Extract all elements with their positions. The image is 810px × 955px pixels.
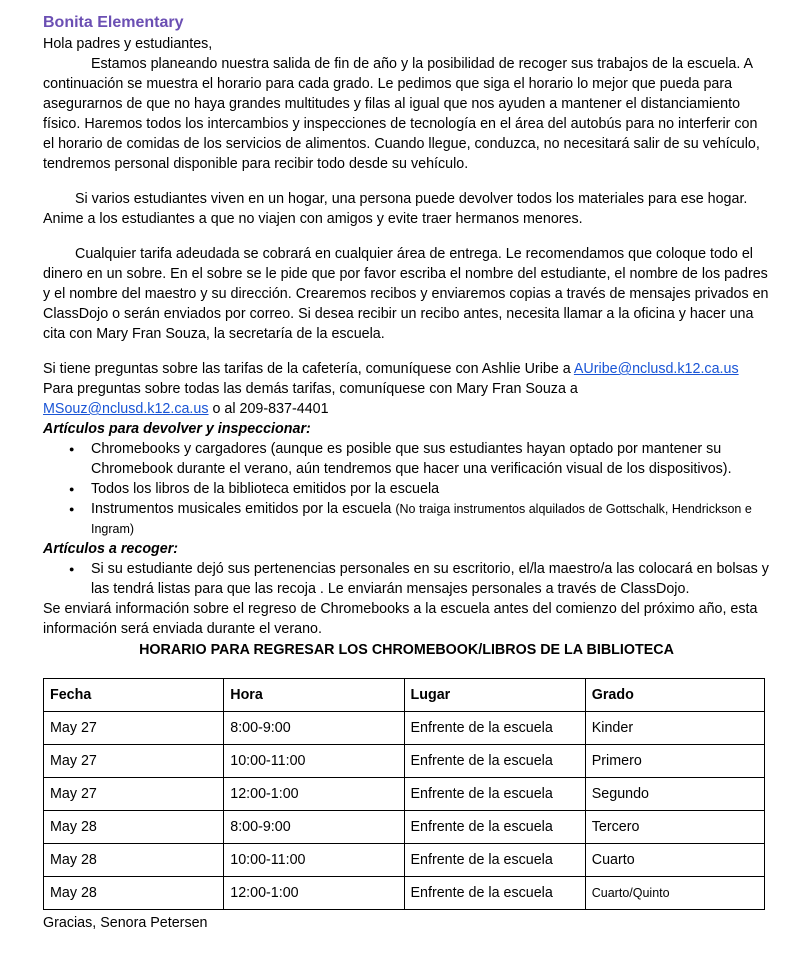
list-item: ● Chromebooks y cargadores (aunque es posible que sus estudiantes hayan optado por mantener su Chromebook durante el verano, aún tendremos que hacer una verificación visual de los dispositivos). <box>91 439 770 479</box>
header-grado: Grado <box>585 679 764 712</box>
cafeteria-email-link[interactable]: AUribe@nclusd.k12.ca.us <box>573 361 739 377</box>
paragraph-household: Si varios estudiantes viven en un hogar, una persona puede devolver todos los materiales para ese hogar. Anime a los estudiantes a que no viajen con amigos y evite traer hermanos menores. <box>43 191 748 227</box>
paragraph-intro: Estamos planeando nuestra salida de fin de año y la posibilidad de recoger sus trabajos de la escuela. A continuación se muestra el horario para cada grado. Le pedimos que siga el horario lo mejor que pueda para asegurarnos de que no haya grandes multitudes y filas al igual que nos ayuden a mantener el distanciamiento físico. Haremos todos los intercambios y inspecciones de tecnología en el área del autobús para no interferir con el horario de comidas de los servicios de alimentos. Cuando llegue, conduzca, no necesitará salir de su vehículo, tendremos personal disponible para recibir todo desde su vehículo. <box>43 56 760 172</box>
phone-text: o al 209-837-4401 <box>208 401 329 417</box>
cell-grado: Primero <box>585 745 764 778</box>
cell-grado: Tercero <box>585 811 764 844</box>
cell-fecha: May 27 <box>44 745 224 778</box>
cell-fecha: May 27 <box>44 778 224 811</box>
other-email-link[interactable]: MSouz@nclusd.k12.ca.us <box>43 401 209 417</box>
other-contact-text: Para preguntas sobre todas las demás tarifas, comuníquese con Mary Fran Souza a <box>43 381 578 397</box>
cafeteria-contact <box>43 359 770 379</box>
cell-hora: 12:00-1:00 <box>224 877 404 910</box>
cell-hora: 8:00-9:00 <box>224 811 404 844</box>
cafeteria-contact-text: Si tiene preguntas sobre las tarifas de la cafetería, comuníquese con Ashlie Uribe a <box>43 361 574 377</box>
header-hora: Hora <box>224 679 404 712</box>
greeting: Hola padres y estudiantes, <box>43 36 213 52</box>
school-name: Bonita Elementary <box>43 14 184 31</box>
cell-hora: 12:00-1:00 <box>224 778 404 811</box>
list-item: ● Todos los libros de la biblioteca emitidos por la escuela <box>91 479 770 499</box>
cell-lugar: Enfrente de la escuela <box>404 811 585 844</box>
schedule-table <box>43 678 765 910</box>
cell-grado: Kinder <box>585 712 764 745</box>
cell-hora: 10:00-11:00 <box>224 844 404 877</box>
return-list <box>43 439 770 539</box>
pickup-heading: Artículos a recoger: <box>43 541 179 557</box>
cell-grado: Segundo <box>585 778 764 811</box>
cell-fecha: May 28 <box>44 844 224 877</box>
other-contact <box>43 379 770 399</box>
schedule-title: HORARIO PARA REGRESAR LOS CHROMEBOOK/LIBROS DE LA BIBLIOTECA <box>139 642 674 658</box>
signature: Gracias, Senora Petersen <box>43 915 208 931</box>
pickup-list <box>43 559 770 599</box>
header-lugar: Lugar <box>404 679 585 712</box>
table-row <box>44 778 765 811</box>
instrument-note: (No traiga instrumentos alquilados de Gottschalk, Hendrickson e Ingram) <box>91 502 752 536</box>
paragraph-fees: Cualquier tarifa adeudada se cobrará en cualquier área de entrega. Le recomendamos que coloque todo el dinero en un sobre. En el sobre se le pide que por favor escriba el nombre del estudiante, el nombre de los padres y el nombre del maestro y su dirección. Crearemos recibos y enviaremos copias a través de mensajes privados en ClassDojo o serán enviados por correo. Si desea recibir un recibo antes, necesita llamar a la oficina y hacer una cita con Mary Fran Souza, la secretaría de la escuela. <box>43 246 769 342</box>
cell-fecha: May 28 <box>44 877 224 910</box>
cell-lugar: Enfrente de la escuela <box>404 745 585 778</box>
table-row <box>44 712 765 745</box>
table-header-row <box>44 679 765 712</box>
chromebook-note: Se enviará información sobre el regreso de Chromebooks a la escuela antes del comienzo del próximo año, esta información será enviada durante el verano. <box>43 601 758 637</box>
other-contact-line <box>43 399 770 419</box>
cell-fecha: May 28 <box>44 811 224 844</box>
cell-hora: 8:00-9:00 <box>224 712 404 745</box>
return-heading: Artículos para devolver y inspeccionar: <box>43 421 311 437</box>
list-item-text: Instrumentos musicales emitidos por la escuela <box>91 501 396 517</box>
cell-hora: 10:00-11:00 <box>224 745 404 778</box>
cell-grado: Cuarto/Quinto <box>585 877 764 910</box>
header-fecha: Fecha <box>44 679 224 712</box>
cell-grado: Cuarto <box>585 844 764 877</box>
list-item <box>91 499 770 539</box>
table-row <box>44 877 765 910</box>
cell-lugar: Enfrente de la escuela <box>404 877 585 910</box>
table-row <box>44 811 765 844</box>
cell-lugar: Enfrente de la escuela <box>404 844 585 877</box>
list-item: ● Si su estudiante dejó sus pertenencias personales en su escritorio, el/la maestro/a las colocará en bolsas y las tendrá listas para que las recoja . Le enviarán mensajes personales a través de ClassDojo. <box>91 559 770 599</box>
table-row <box>44 745 765 778</box>
cell-lugar: Enfrente de la escuela <box>404 778 585 811</box>
cell-fecha: May 27 <box>44 712 224 745</box>
cell-lugar: Enfrente de la escuela <box>404 712 585 745</box>
table-row <box>44 844 765 877</box>
